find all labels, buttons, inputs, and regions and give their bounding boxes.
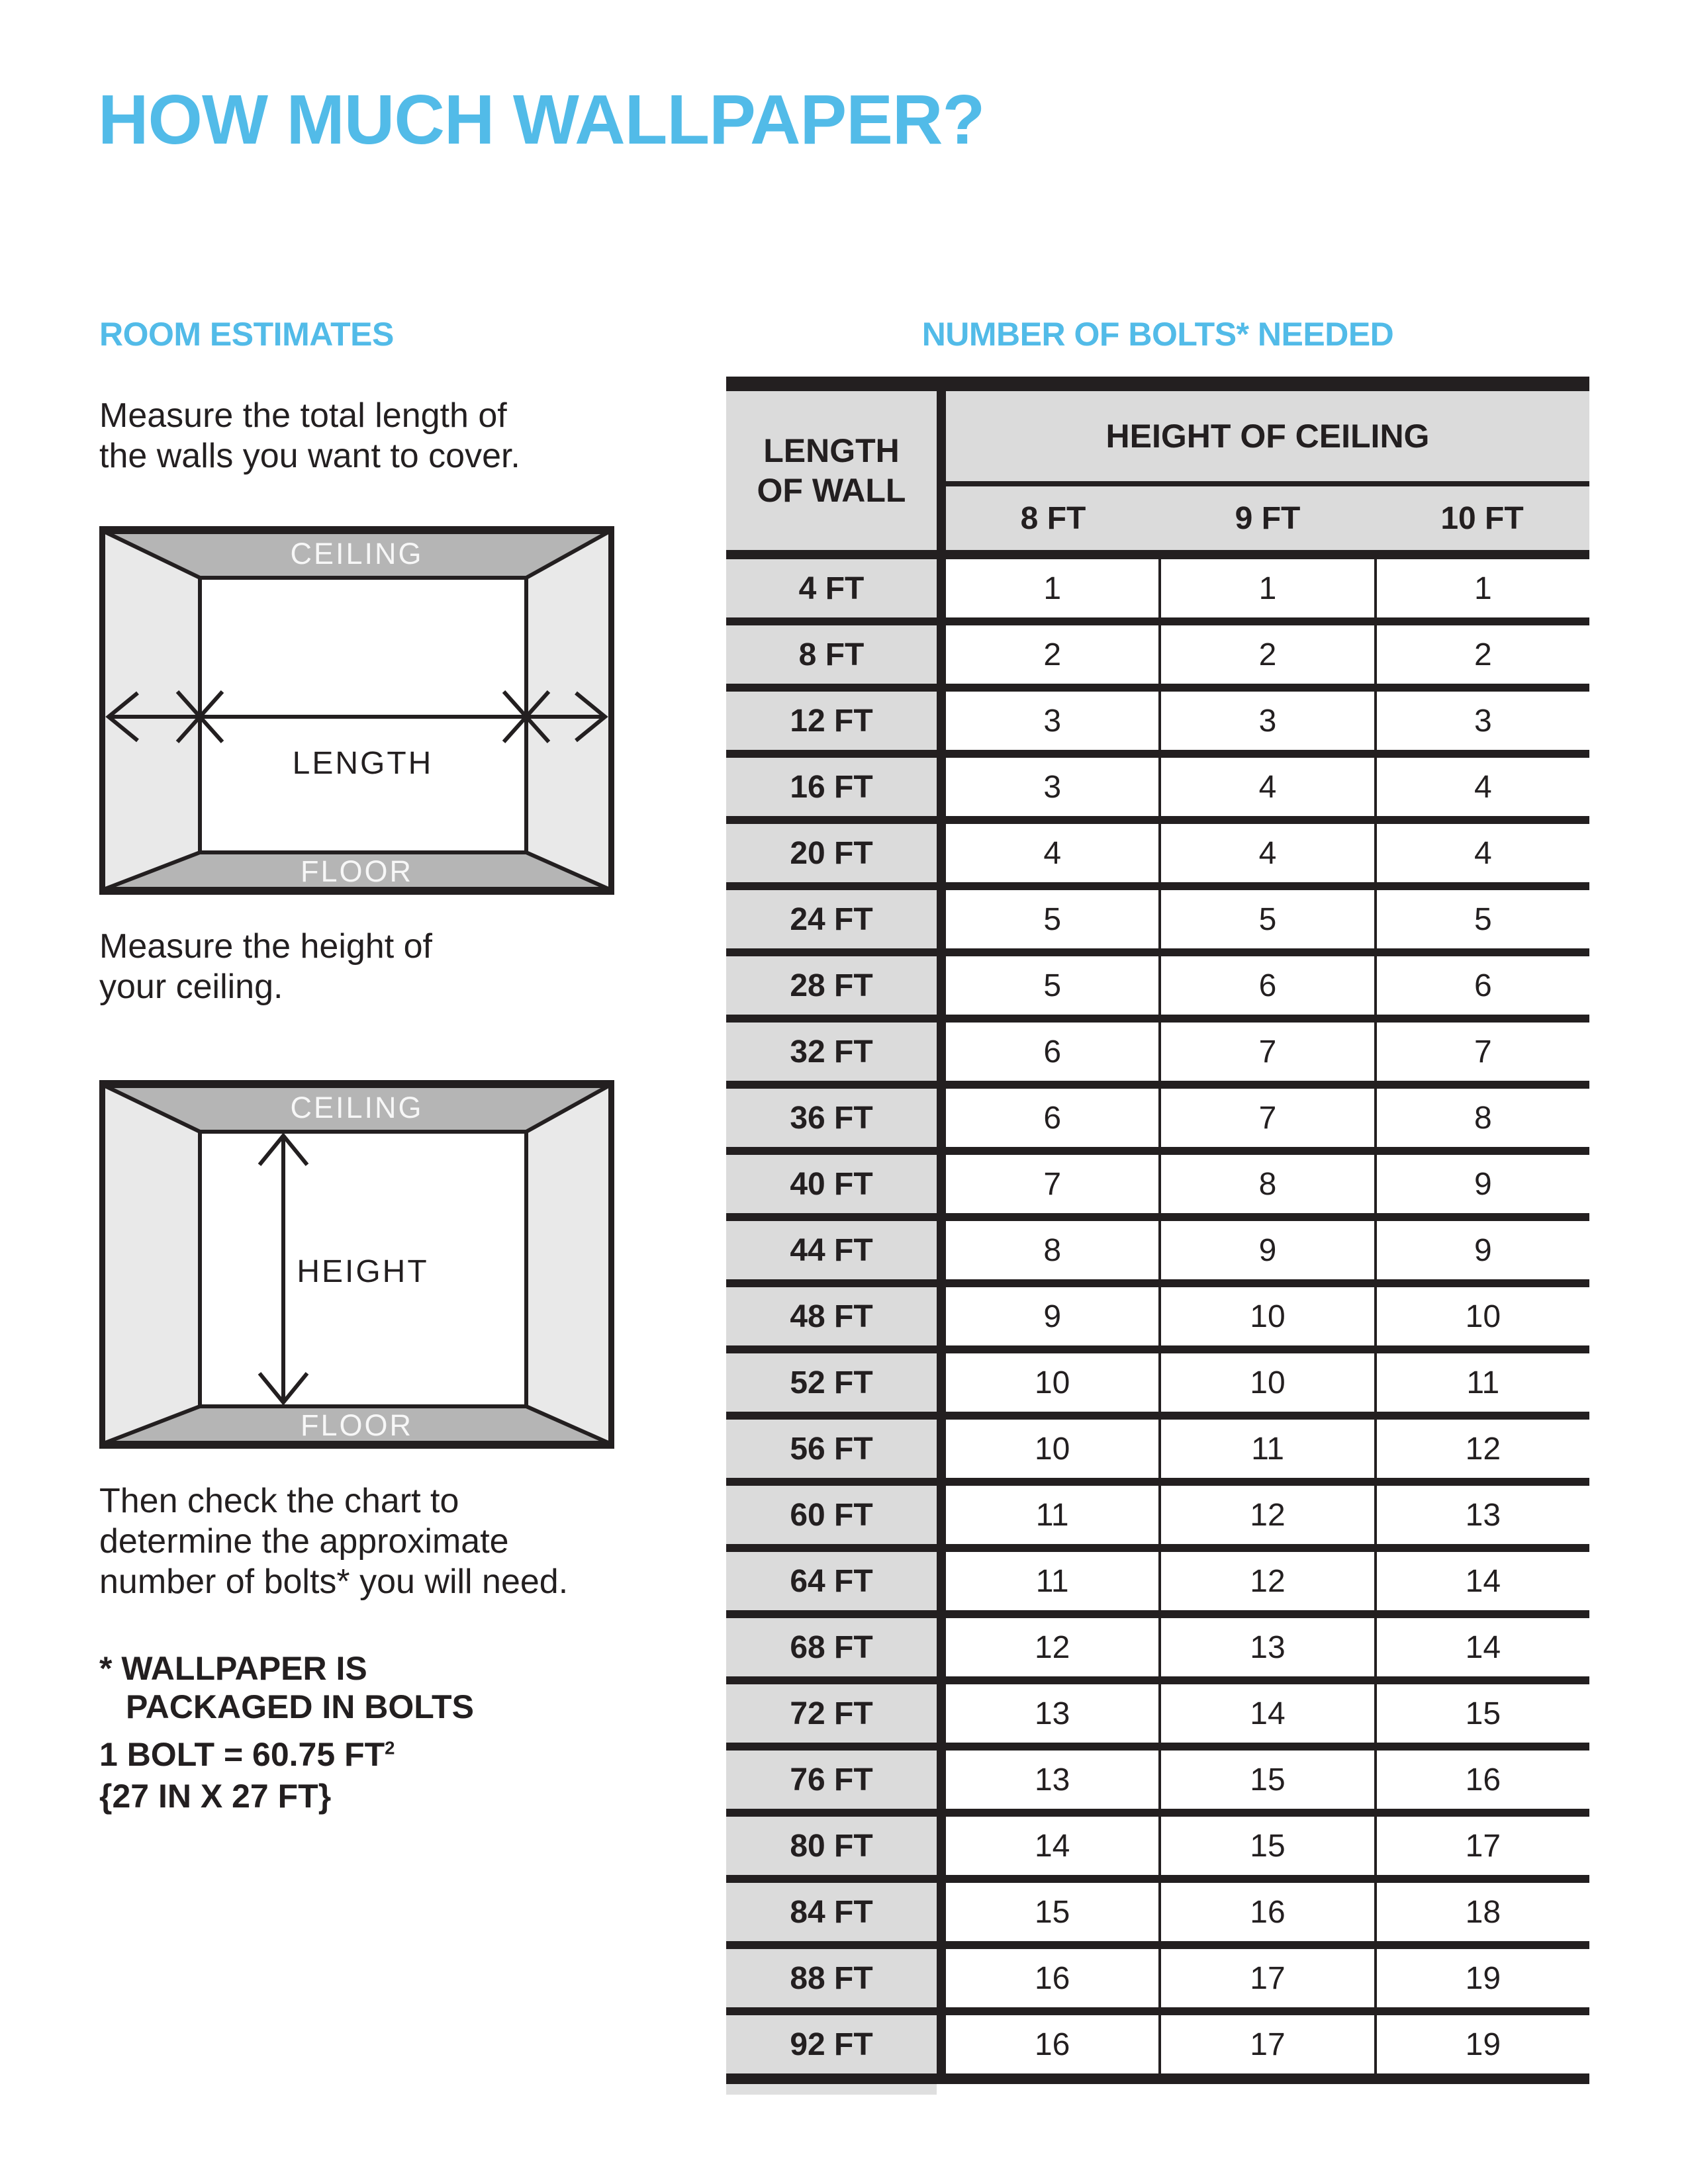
row-label: 80 FT [726, 1817, 937, 1875]
row-vertical-divider [937, 2015, 946, 2073]
table-row [726, 1221, 1589, 1287]
cell-10ft: 2 [1374, 625, 1589, 684]
cell-9ft: 16 [1158, 1883, 1374, 1941]
cell-9ft: 8 [1158, 1155, 1374, 1213]
table-row [726, 1023, 1589, 1089]
cell-8ft: 2 [946, 625, 1158, 684]
cell-9ft: 4 [1158, 824, 1374, 882]
cell-8ft: 5 [946, 890, 1158, 948]
cell-10ft: 1 [1374, 559, 1589, 617]
cell-8ft: 3 [946, 692, 1158, 750]
cell-9ft: 9 [1158, 1221, 1374, 1279]
footnote-line [99, 1649, 474, 1688]
instruction-line: Measure the height of [99, 927, 432, 966]
row-vertical-divider [937, 1618, 946, 1676]
cell-8ft: 9 [946, 1287, 1158, 1345]
row-vertical-divider [937, 1287, 946, 1345]
row-vertical-divider [937, 1089, 946, 1147]
table-row [726, 1618, 1589, 1684]
cell-10ft: 10 [1374, 1287, 1589, 1345]
header-line: OF WALL [757, 472, 906, 509]
row-vertical-divider [937, 1155, 946, 1213]
cell-8ft: 10 [946, 1420, 1158, 1478]
table-body [726, 559, 1589, 2073]
footnote-text: WALLPAPER IS [121, 1650, 367, 1687]
cell-10ft: 18 [1374, 1883, 1589, 1941]
row-label: 68 FT [726, 1618, 937, 1676]
instruction-measure-length [99, 396, 520, 477]
cell-8ft: 14 [946, 1817, 1158, 1875]
cell-8ft: 8 [946, 1221, 1158, 1279]
table-bottom-border [726, 2073, 1589, 2084]
table-row [726, 559, 1589, 625]
cell-9ft: 5 [1158, 890, 1374, 948]
row-label: 72 FT [726, 1684, 937, 1743]
table-row [726, 1684, 1589, 1751]
row-vertical-divider [937, 824, 946, 882]
table-row [726, 1883, 1589, 1949]
row-label: 52 FT [726, 1353, 937, 1412]
table-row [726, 1353, 1589, 1420]
cell-9ft: 11 [1158, 1420, 1374, 1478]
row-label: 20 FT [726, 824, 937, 882]
cell-9ft: 10 [1158, 1353, 1374, 1412]
row-label: 16 FT [726, 758, 937, 816]
cell-10ft: 7 [1374, 1023, 1589, 1081]
bolt-equation-text: 1 BOLT = 60.75 FT [99, 1736, 385, 1773]
bolts-needed-heading: NUMBER OF BOLTS* NEEDED [921, 316, 1394, 353]
cell-9ft: 7 [1158, 1023, 1374, 1081]
row-vertical-divider [937, 1486, 946, 1544]
cell-10ft: 5 [1374, 890, 1589, 948]
row-vertical-divider [937, 1949, 946, 2007]
row-label: 8 FT [726, 625, 937, 684]
row-vertical-divider [937, 758, 946, 816]
table-row [726, 1949, 1589, 2015]
cell-10ft: 19 [1374, 1949, 1589, 2007]
floor-label: FLOOR [300, 854, 414, 888]
row-label: 64 FT [726, 1552, 937, 1610]
row-vertical-divider [937, 956, 946, 1015]
instruction-line: Then check the chart to [99, 1482, 459, 1520]
row-label: 40 FT [726, 1155, 937, 1213]
bolt-dimensions: {27 IN X 27 FT} [99, 1778, 332, 1815]
instruction-measure-height [99, 927, 432, 1007]
cell-8ft: 11 [946, 1552, 1158, 1610]
height-label: HEIGHT [297, 1254, 429, 1289]
row-vertical-divider [937, 692, 946, 750]
row-vertical-divider [937, 1552, 946, 1610]
row-label: 88 FT [726, 1949, 937, 2007]
cell-10ft: 11 [1374, 1353, 1589, 1412]
ceiling-height-header-group [946, 391, 1589, 550]
cell-10ft: 16 [1374, 1751, 1589, 1809]
row-label: 48 FT [726, 1287, 937, 1345]
asterisk-marker: * [99, 1650, 113, 1687]
cell-9ft: 17 [1158, 1949, 1374, 2007]
length-label: LENGTH [292, 746, 434, 781]
cell-8ft: 13 [946, 1684, 1158, 1743]
cell-10ft: 3 [1374, 692, 1589, 750]
cell-8ft: 5 [946, 956, 1158, 1015]
page-title: HOW MUCH WALLPAPER? [98, 81, 985, 159]
cell-8ft: 3 [946, 758, 1158, 816]
cell-10ft: 14 [1374, 1552, 1589, 1610]
table-row [726, 824, 1589, 890]
table-row [726, 2015, 1589, 2073]
cell-10ft: 13 [1374, 1486, 1589, 1544]
column-header-9ft: 9 FT [1235, 500, 1301, 536]
table-header [726, 391, 1589, 550]
cell-10ft: 9 [1374, 1221, 1589, 1279]
cell-9ft: 2 [1158, 625, 1374, 684]
instruction-line: your ceiling. [99, 968, 283, 1006]
cell-9ft: 12 [1158, 1486, 1374, 1544]
room-estimates-heading: ROOM ESTIMATES [99, 316, 394, 353]
table-row [726, 1552, 1589, 1618]
table-row [726, 956, 1589, 1023]
cell-8ft: 16 [946, 1949, 1158, 2007]
row-vertical-divider [937, 1221, 946, 1279]
table-row [726, 1751, 1589, 1817]
table-row [726, 1155, 1589, 1221]
column-header-8ft: 8 FT [1020, 500, 1086, 536]
cell-9ft: 12 [1158, 1552, 1374, 1610]
row-label: 4 FT [726, 559, 937, 617]
cell-9ft: 15 [1158, 1817, 1374, 1875]
ceiling-height-columns [946, 486, 1589, 550]
row-label: 92 FT [726, 2015, 937, 2073]
squared-superscript: 2 [385, 1737, 395, 1758]
cell-8ft: 1 [946, 559, 1158, 617]
row-label: 56 FT [726, 1420, 937, 1478]
wallpaper-footnote [99, 1649, 474, 1726]
table-row [726, 1817, 1589, 1883]
cell-10ft: 8 [1374, 1089, 1589, 1147]
instruction-check-chart [99, 1481, 568, 1602]
row-label: 12 FT [726, 692, 937, 750]
row-label: 32 FT [726, 1023, 937, 1081]
row-vertical-divider [937, 1023, 946, 1081]
instruction-line: determine the approximate [99, 1522, 509, 1561]
floor-label: FLOOR [300, 1408, 414, 1442]
row-vertical-divider [937, 625, 946, 684]
column-header-10ft: 10 FT [1440, 500, 1524, 536]
header-line: LENGTH [763, 432, 900, 469]
instruction-line: the walls you want to cover. [99, 437, 520, 475]
row-vertical-divider [937, 1684, 946, 1743]
cell-10ft: 4 [1374, 824, 1589, 882]
table-row [726, 1486, 1589, 1552]
cell-8ft: 12 [946, 1618, 1158, 1676]
header-vertical-divider [937, 391, 946, 550]
table-top-border [726, 377, 1589, 391]
row-vertical-divider [937, 1751, 946, 1809]
row-label: 44 FT [726, 1221, 937, 1279]
cell-9ft: 4 [1158, 758, 1374, 816]
bolt-equation [99, 1734, 395, 1776]
table-shadow-strip [726, 2084, 937, 2095]
cell-9ft: 17 [1158, 2015, 1374, 2073]
bolt-size-info [99, 1734, 395, 1817]
cell-8ft: 16 [946, 2015, 1158, 2073]
cell-8ft: 6 [946, 1023, 1158, 1081]
cell-10ft: 19 [1374, 2015, 1589, 2073]
row-label: 76 FT [726, 1751, 937, 1809]
cell-10ft: 14 [1374, 1618, 1589, 1676]
cell-9ft: 1 [1158, 559, 1374, 617]
table-row [726, 625, 1589, 692]
cell-9ft: 6 [1158, 956, 1374, 1015]
table-row [726, 692, 1589, 758]
table-row [726, 1089, 1589, 1155]
row-vertical-divider [937, 890, 946, 948]
cell-10ft: 6 [1374, 956, 1589, 1015]
row-vertical-divider [937, 559, 946, 617]
cell-8ft: 15 [946, 1883, 1158, 1941]
row-label: 84 FT [726, 1883, 937, 1941]
ceiling-label: CEILING [290, 1091, 424, 1124]
row-vertical-divider [937, 1883, 946, 1941]
cell-8ft: 7 [946, 1155, 1158, 1213]
cell-10ft: 4 [1374, 758, 1589, 816]
cell-9ft: 7 [1158, 1089, 1374, 1147]
instruction-line: number of bolts* you will need. [99, 1563, 569, 1601]
row-vertical-divider [937, 1353, 946, 1412]
cell-10ft: 12 [1374, 1420, 1589, 1478]
row-label: 60 FT [726, 1486, 937, 1544]
header-bottom-divider [726, 550, 1589, 559]
cell-10ft: 17 [1374, 1817, 1589, 1875]
cell-9ft: 15 [1158, 1751, 1374, 1809]
ceiling-label: CEILING [290, 537, 424, 570]
bolts-needed-table [726, 377, 1589, 2095]
table-row [726, 1420, 1589, 1486]
cell-8ft: 6 [946, 1089, 1158, 1147]
height-of-ceiling-header: HEIGHT OF CEILING [946, 391, 1589, 486]
table-row [726, 890, 1589, 956]
row-label: 24 FT [726, 890, 937, 948]
cell-8ft: 11 [946, 1486, 1158, 1544]
row-label: 28 FT [726, 956, 937, 1015]
footnote-line: PACKAGED IN BOLTS [126, 1688, 474, 1725]
cell-8ft: 13 [946, 1751, 1158, 1809]
row-vertical-divider [937, 1817, 946, 1875]
cell-8ft: 10 [946, 1353, 1158, 1412]
cell-10ft: 15 [1374, 1684, 1589, 1743]
row-vertical-divider [937, 1420, 946, 1478]
length-of-wall-header [726, 391, 937, 550]
cell-9ft: 13 [1158, 1618, 1374, 1676]
row-label: 36 FT [726, 1089, 937, 1147]
cell-10ft: 9 [1374, 1155, 1589, 1213]
room-diagram-height [99, 1080, 614, 1449]
cell-8ft: 4 [946, 824, 1158, 882]
cell-9ft: 3 [1158, 692, 1374, 750]
cell-9ft: 10 [1158, 1287, 1374, 1345]
room-diagram-length [99, 526, 614, 895]
cell-9ft: 14 [1158, 1684, 1374, 1743]
table-row [726, 758, 1589, 824]
instruction-line: Measure the total length of [99, 396, 507, 435]
table-row [726, 1287, 1589, 1353]
